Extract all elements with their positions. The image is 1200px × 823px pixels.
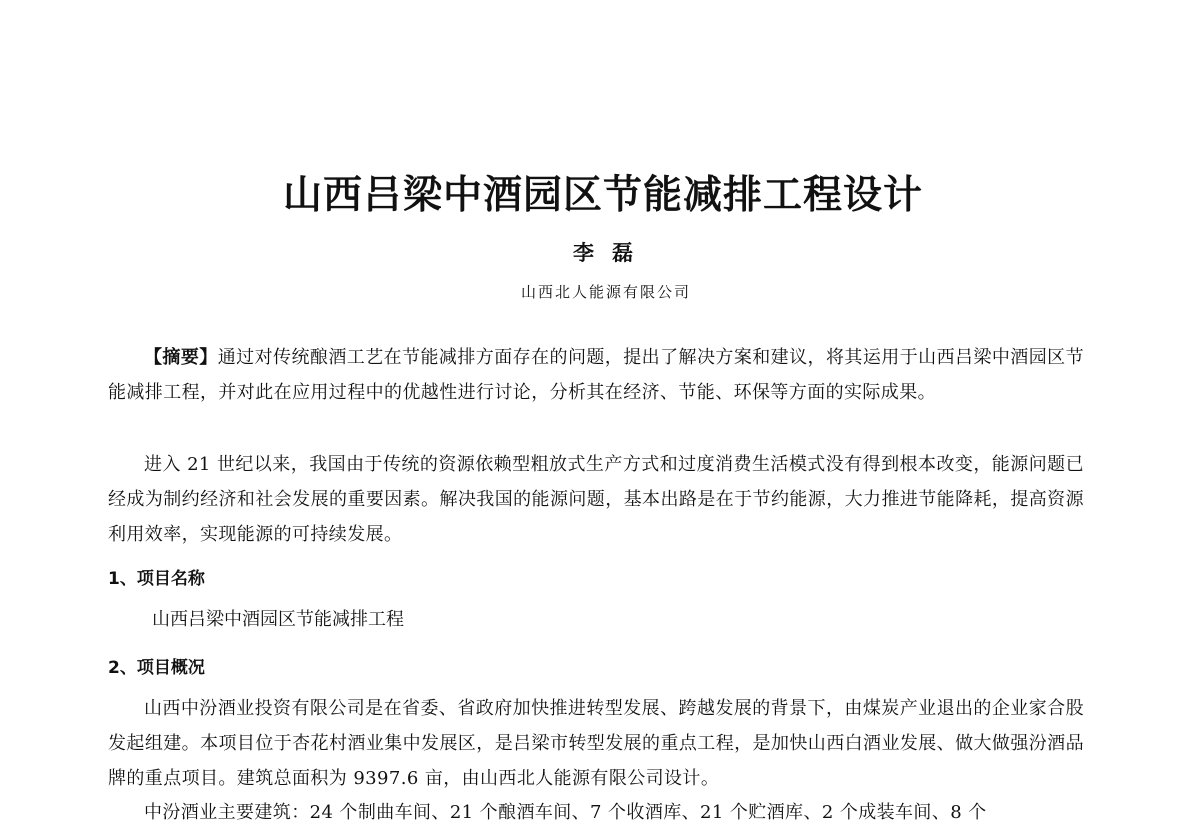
overview-paragraph: 山西中汾酒业投资有限公司是在省委、省政府加快推进转型发展、跨越发展的背景下，由煤炭产业退出的企业家合股发起组建。本项目位于杏花村酒业集中发展区，是吕梁市转型发展的重点工程，是加快山西白酒业发展、做大做强汾酒品牌的重点项目。建筑总面积为 9397.6 亩，由山西北人能源有限公司设计。: [108, 698, 1084, 789]
abstract-label: 【摘要】: [144, 347, 218, 368]
intro-paragraph: 进入 21 世纪以来，我国由于传统的资源依赖型粗放式生产方式和过度消费生活模式没有得到根本改变，能源问题已经成为制约经济和社会发展的重要因素。解决我国的能源问题，基本出路是在于节约能源，大力推进节能降耗，提高资源利用效率，实现能源的可持续发展。: [108, 454, 1084, 545]
author-name: 李磊: [573, 241, 651, 265]
project-name-text: 山西吕梁中酒园区节能减排工程: [152, 609, 404, 630]
paper-title: 山西吕梁中酒园区节能减排工程设计: [282, 173, 923, 218]
author-affiliation: 山西北人能源有限公司: [520, 283, 691, 301]
section-heading-project-name: 1、项目名称: [108, 569, 205, 589]
section-heading-project-overview: 2、项目概况: [108, 658, 205, 678]
buildings-paragraph: 中汾酒业主要建筑：24 个制曲车间、21 个酿酒车间、7 个收酒库、21 个贮酒库、2 个成装车间、8 个: [144, 802, 987, 823]
abstract-paragraph: [108, 340, 1084, 410]
abstract-text: 通过对传统酿酒工艺在节能减排方面存在的问题，提出了解决方案和建议，将其运用于山西吕梁中酒园区节能减排工程，并对此在应用过程中的优越性进行讨论，分析其在经济、节能、环保等方面的实际成果。: [108, 347, 1084, 403]
